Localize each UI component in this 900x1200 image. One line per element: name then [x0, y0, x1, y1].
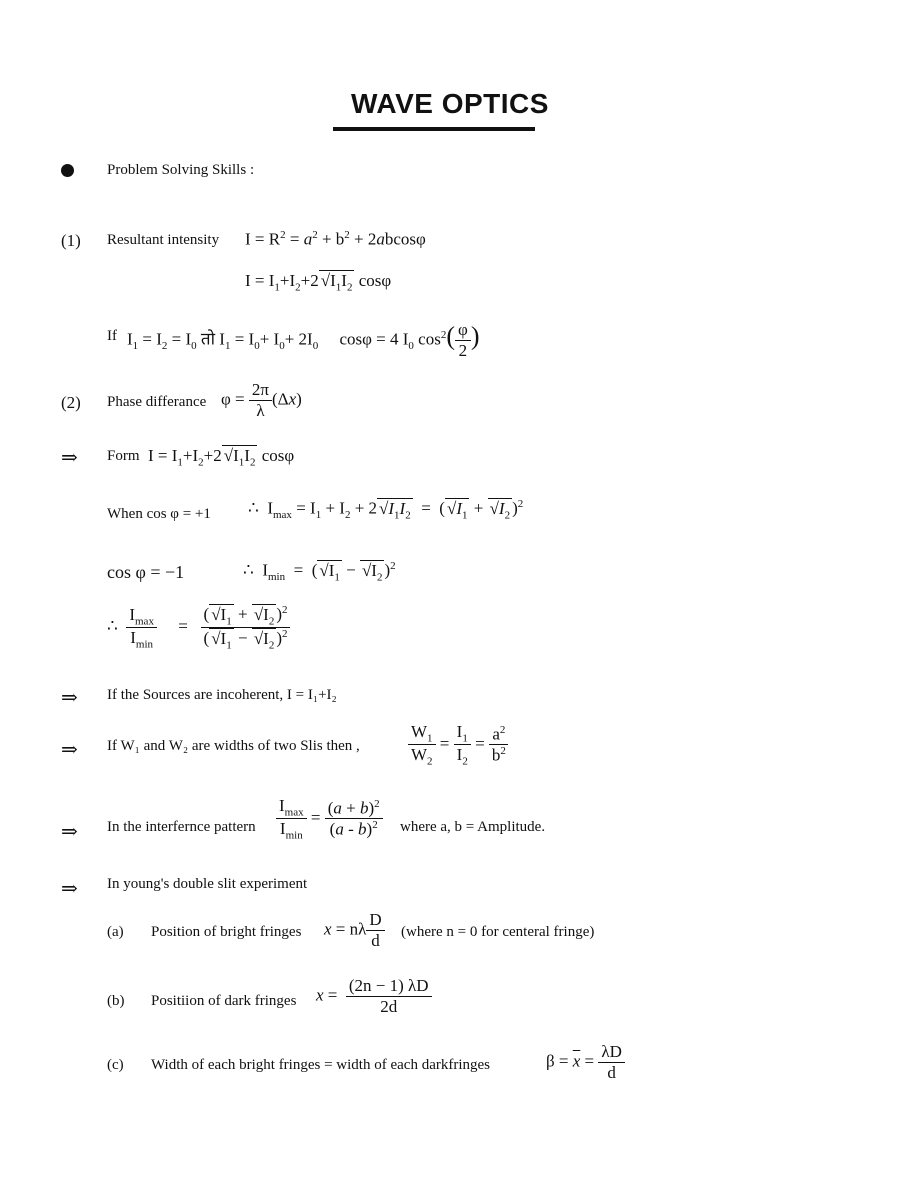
page-title: WAVE OPTICS	[351, 88, 549, 119]
if-label: If	[107, 328, 117, 344]
bright-fringe-text: Position of bright fringes	[151, 924, 302, 940]
formula-intensity-sum: $I = I_1+I_2+2$ $√I_1I_2$ cosφ	[245, 271, 392, 294]
phase-label: Phase differance	[107, 394, 207, 410]
ydse-text: In young's double slit experiment	[107, 876, 308, 892]
dark-fringe-text: Positiion of dark fringes	[151, 993, 297, 1009]
formula-bright: x = nλ $\frac{D}{d}$	[324, 910, 385, 951]
title-underline	[333, 127, 535, 131]
pattern-text: In the interfernce pattern	[107, 819, 256, 835]
item-number-2: (2)	[61, 393, 81, 412]
item-number-1: (1)	[61, 231, 81, 250]
when-label: When cos φ = +1	[107, 506, 211, 522]
arrow-icon: ⇒	[61, 447, 78, 469]
formula-widths: $\frac{W_1}{W_2}$ = $\frac{I_1}{I_2}$ = $\frac{a^2}{b^2}$	[408, 722, 509, 768]
formula-imax: ∴ $I_{max} = I_1 + I_2 + 2$ $√I_1I_2$ = ( $√I_1 + √I_2$ )$^2$	[248, 498, 524, 522]
amplitude-text: where a, b = Amplitude.	[400, 819, 546, 835]
formula-ratio: ∴ $\frac{I_{max}}{I_{min}}$ = $\frac{( √I_1 + √I_2 )^2}{( √I_1 - √I_2 )^2}$	[107, 604, 290, 651]
formula-pattern: $\frac{I_{max}}{I_{min}}$ = $\frac{(a + b)^2}{(a - b)^2}$	[276, 796, 383, 842]
arrow-icon: ⇒	[61, 739, 78, 761]
incoherent-text: If the Sources are incoherent, I = I₁+I₂	[107, 687, 337, 703]
bullet-icon	[61, 164, 74, 177]
formula-equal-intensity: $I_1 = I_2 = I_0$ तो $I_1 = I_0+ I_0+ 2I_0$ cosφ = 4 $I_0$ $\cos^2$( $\frac{\varphi}{2}$ )	[127, 320, 480, 360]
arrow-icon: ⇒	[61, 687, 78, 709]
formula-dark: x = $\frac{(2n - 1) \lambda D}{2d}$	[316, 976, 432, 1017]
bright-fringe-note: (where n = 0 for centeral fringe)	[401, 924, 595, 940]
formula-form: $I = I_1+I_2+2$ $√I_1I_2$ cosφ	[148, 446, 295, 469]
resultant-label: Resultant intensity	[107, 232, 220, 248]
sub-item-a: (a)	[107, 924, 124, 940]
formula-resultant: $I = R^2 = a^2 + b^2 + 2abcos\varphi$	[245, 229, 426, 249]
sub-item-b: (b)	[107, 993, 125, 1009]
sub-item-c: (c)	[107, 1057, 124, 1073]
fringe-width-text: Width of each bright fringes = width of each darkfringes	[151, 1057, 490, 1073]
widths-text: If W₁ and W₂ are widths of two Slis then ,	[107, 738, 360, 754]
formula-phase: φ = $\frac{2\pi}{\lambda}$ (Δx)	[221, 380, 302, 420]
formula-imin: ∴ $I_{min}$ = ( $√I_1 - √I_2$ )$^2$	[243, 560, 396, 584]
arrow-icon: ⇒	[61, 821, 78, 843]
cos-minus-label: cos φ = −1	[107, 562, 185, 582]
arrow-icon: ⇒	[61, 878, 78, 900]
form-label: Form	[107, 448, 140, 464]
section-heading: Problem Solving Skills :	[107, 162, 255, 178]
formula-fringe-width: $\beta = \overline{x}$ = $\frac{\lambda D}{d}$	[546, 1042, 625, 1083]
